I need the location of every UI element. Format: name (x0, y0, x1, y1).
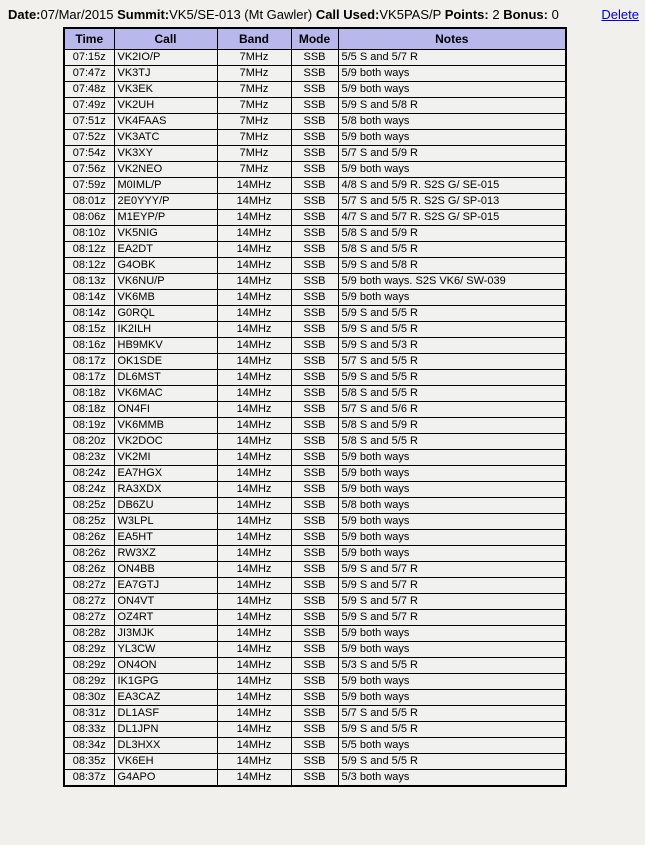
summary-field-label: Points: (444, 7, 493, 22)
column-header-call: Call (114, 28, 217, 50)
notes-cell: 5/8 S and 5/9 R (338, 418, 566, 434)
notes-cell: 5/9 both ways (338, 642, 566, 658)
mode-cell: SSB (291, 370, 338, 386)
mode-cell: SSB (291, 658, 338, 674)
log-table-body (64, 50, 566, 787)
log-table (63, 27, 567, 787)
band-cell: 14MHz (217, 178, 291, 194)
call-cell: HB9MKV (114, 338, 217, 354)
table-row (64, 578, 566, 594)
band-cell: 14MHz (217, 274, 291, 290)
call-cell: DB6ZU (114, 498, 217, 514)
band-cell: 7MHz (217, 50, 291, 66)
table-row (64, 482, 566, 498)
table-row (64, 594, 566, 610)
time-cell: 08:27z (64, 578, 114, 594)
band-cell: 7MHz (217, 162, 291, 178)
table-row (64, 466, 566, 482)
delete-link[interactable]: Delete (601, 7, 639, 22)
time-cell: 08:17z (64, 354, 114, 370)
notes-cell: 5/9 S and 5/5 R (338, 370, 566, 386)
table-row (64, 642, 566, 658)
time-cell: 07:49z (64, 98, 114, 114)
band-cell: 14MHz (217, 210, 291, 226)
notes-cell: 5/9 S and 5/3 R (338, 338, 566, 354)
mode-cell: SSB (291, 306, 338, 322)
band-cell: 14MHz (217, 418, 291, 434)
notes-cell: 5/9 both ways (338, 290, 566, 306)
time-cell: 08:24z (64, 466, 114, 482)
call-cell: VK3XY (114, 146, 217, 162)
mode-cell: SSB (291, 274, 338, 290)
mode-cell: SSB (291, 290, 338, 306)
call-cell: 2E0YYY/P (114, 194, 217, 210)
notes-cell: 5/9 both ways (338, 626, 566, 642)
notes-cell: 5/9 S and 5/5 R (338, 322, 566, 338)
time-cell: 08:12z (64, 258, 114, 274)
table-row (64, 402, 566, 418)
mode-cell: SSB (291, 178, 338, 194)
mode-cell: SSB (291, 258, 338, 274)
call-cell: EA5HT (114, 530, 217, 546)
column-header-notes: Notes (338, 28, 566, 50)
band-cell: 14MHz (217, 194, 291, 210)
table-row (64, 434, 566, 450)
band-cell: 14MHz (217, 546, 291, 562)
mode-cell: SSB (291, 418, 338, 434)
table-header-row (64, 28, 566, 50)
band-cell: 14MHz (217, 626, 291, 642)
mode-cell: SSB (291, 562, 338, 578)
call-cell: VK2IO/P (114, 50, 217, 66)
table-row (64, 530, 566, 546)
mode-cell: SSB (291, 530, 338, 546)
notes-cell: 5/7 S and 5/5 R (338, 354, 566, 370)
time-cell: 07:15z (64, 50, 114, 66)
band-cell: 14MHz (217, 338, 291, 354)
time-cell: 07:52z (64, 130, 114, 146)
table-row (64, 178, 566, 194)
log-summary-bar (0, 0, 645, 23)
call-cell: DL1JPN (114, 722, 217, 738)
mode-cell: SSB (291, 130, 338, 146)
time-cell: 08:18z (64, 402, 114, 418)
time-cell: 08:10z (64, 226, 114, 242)
summary-field-label: Bonus: (503, 7, 552, 22)
band-cell: 14MHz (217, 578, 291, 594)
time-cell: 08:19z (64, 418, 114, 434)
notes-cell: 5/9 both ways (338, 466, 566, 482)
notes-cell: 5/9 both ways (338, 66, 566, 82)
call-cell: M0IML/P (114, 178, 217, 194)
mode-cell: SSB (291, 402, 338, 418)
band-cell: 14MHz (217, 466, 291, 482)
mode-cell: SSB (291, 466, 338, 482)
call-cell: ON4FI (114, 402, 217, 418)
time-cell: 08:25z (64, 514, 114, 530)
notes-cell: 5/8 both ways (338, 114, 566, 130)
table-row (64, 498, 566, 514)
time-cell: 08:33z (64, 722, 114, 738)
mode-cell: SSB (291, 626, 338, 642)
call-cell: VK6MAC (114, 386, 217, 402)
mode-cell: SSB (291, 546, 338, 562)
call-cell: EA3CAZ (114, 690, 217, 706)
band-cell: 7MHz (217, 130, 291, 146)
time-cell: 08:14z (64, 290, 114, 306)
mode-cell: SSB (291, 242, 338, 258)
table-row (64, 386, 566, 402)
notes-cell: 5/9 both ways (338, 530, 566, 546)
call-cell: VK2DOC (114, 434, 217, 450)
time-cell: 08:35z (64, 754, 114, 770)
call-cell: DL6MST (114, 370, 217, 386)
time-cell: 08:18z (64, 386, 114, 402)
table-row (64, 658, 566, 674)
call-cell: G0RQL (114, 306, 217, 322)
table-row (64, 754, 566, 770)
notes-cell: 5/9 S and 5/7 R (338, 594, 566, 610)
call-cell: RW3XZ (114, 546, 217, 562)
notes-cell: 5/9 S and 5/7 R (338, 562, 566, 578)
table-row (64, 66, 566, 82)
notes-cell: 5/5 both ways (338, 738, 566, 754)
notes-cell: 4/7 S and 5/7 R. S2S G/ SP-015 (338, 210, 566, 226)
band-cell: 14MHz (217, 402, 291, 418)
notes-cell: 5/9 both ways (338, 450, 566, 466)
mode-cell: SSB (291, 498, 338, 514)
call-cell: RA3XDX (114, 482, 217, 498)
mode-cell: SSB (291, 98, 338, 114)
notes-cell: 5/9 S and 5/5 R (338, 306, 566, 322)
notes-cell: 5/9 S and 5/5 R (338, 722, 566, 738)
notes-cell: 5/9 S and 5/8 R (338, 258, 566, 274)
mode-cell: SSB (291, 450, 338, 466)
notes-cell: 5/9 S and 5/5 R (338, 754, 566, 770)
mode-cell: SSB (291, 754, 338, 770)
summary-field-value: 07/Mar/2015 (40, 7, 114, 22)
mode-cell: SSB (291, 514, 338, 530)
band-cell: 14MHz (217, 226, 291, 242)
mode-cell: SSB (291, 434, 338, 450)
time-cell: 08:26z (64, 562, 114, 578)
mode-cell: SSB (291, 610, 338, 626)
time-cell: 08:13z (64, 274, 114, 290)
table-row (64, 242, 566, 258)
table-row (64, 258, 566, 274)
table-row (64, 130, 566, 146)
band-cell: 14MHz (217, 386, 291, 402)
band-cell: 14MHz (217, 722, 291, 738)
mode-cell: SSB (291, 162, 338, 178)
band-cell: 14MHz (217, 610, 291, 626)
band-cell: 14MHz (217, 706, 291, 722)
call-cell: EA2DT (114, 242, 217, 258)
call-cell: IK1GPG (114, 674, 217, 690)
call-cell: ON4ON (114, 658, 217, 674)
table-row (64, 210, 566, 226)
time-cell: 08:28z (64, 626, 114, 642)
call-cell: OK1SDE (114, 354, 217, 370)
mode-cell: SSB (291, 770, 338, 787)
log-summary-text (8, 7, 559, 23)
band-cell: 7MHz (217, 82, 291, 98)
mode-cell: SSB (291, 146, 338, 162)
time-cell: 08:25z (64, 498, 114, 514)
time-cell: 08:26z (64, 546, 114, 562)
band-cell: 14MHz (217, 306, 291, 322)
table-row (64, 82, 566, 98)
call-cell: VK6NU/P (114, 274, 217, 290)
time-cell: 08:31z (64, 706, 114, 722)
call-cell: VK5NIG (114, 226, 217, 242)
time-cell: 08:29z (64, 674, 114, 690)
mode-cell: SSB (291, 354, 338, 370)
time-cell: 07:48z (64, 82, 114, 98)
table-row (64, 274, 566, 290)
band-cell: 14MHz (217, 642, 291, 658)
time-cell: 07:51z (64, 114, 114, 130)
table-row (64, 98, 566, 114)
band-cell: 14MHz (217, 322, 291, 338)
mode-cell: SSB (291, 578, 338, 594)
band-cell: 7MHz (217, 114, 291, 130)
table-row (64, 322, 566, 338)
notes-cell: 5/8 both ways (338, 498, 566, 514)
mode-cell: SSB (291, 194, 338, 210)
call-cell: DL1ASF (114, 706, 217, 722)
mode-cell: SSB (291, 114, 338, 130)
band-cell: 14MHz (217, 754, 291, 770)
table-row (64, 626, 566, 642)
notes-cell: 5/5 S and 5/7 R (338, 50, 566, 66)
call-cell: EA7GTJ (114, 578, 217, 594)
call-cell: M1EYP/P (114, 210, 217, 226)
table-row (64, 562, 566, 578)
band-cell: 14MHz (217, 242, 291, 258)
band-cell: 14MHz (217, 674, 291, 690)
mode-cell: SSB (291, 386, 338, 402)
time-cell: 08:23z (64, 450, 114, 466)
time-cell: 08:16z (64, 338, 114, 354)
band-cell: 14MHz (217, 514, 291, 530)
time-cell: 08:12z (64, 242, 114, 258)
band-cell: 14MHz (217, 482, 291, 498)
time-cell: 08:29z (64, 658, 114, 674)
notes-cell: 5/9 S and 5/8 R (338, 98, 566, 114)
call-cell: YL3CW (114, 642, 217, 658)
call-cell: IK2ILH (114, 322, 217, 338)
call-cell: ON4BB (114, 562, 217, 578)
time-cell: 08:15z (64, 322, 114, 338)
band-cell: 14MHz (217, 498, 291, 514)
time-cell: 07:47z (64, 66, 114, 82)
notes-cell: 5/9 both ways (338, 546, 566, 562)
table-row (64, 722, 566, 738)
call-cell: VK2UH (114, 98, 217, 114)
mode-cell: SSB (291, 226, 338, 242)
band-cell: 14MHz (217, 530, 291, 546)
notes-cell: 5/8 S and 5/9 R (338, 226, 566, 242)
table-row (64, 226, 566, 242)
column-header-mode: Mode (291, 28, 338, 50)
band-cell: 14MHz (217, 770, 291, 787)
call-cell: OZ4RT (114, 610, 217, 626)
time-cell: 08:26z (64, 530, 114, 546)
table-row (64, 338, 566, 354)
call-cell: VK3ATC (114, 130, 217, 146)
table-row (64, 114, 566, 130)
table-row (64, 514, 566, 530)
time-cell: 08:01z (64, 194, 114, 210)
table-row (64, 290, 566, 306)
time-cell: 08:30z (64, 690, 114, 706)
summary-field-value: 2 (492, 7, 500, 22)
notes-cell: 5/3 S and 5/5 R (338, 658, 566, 674)
notes-cell: 5/7 S and 5/5 R (338, 706, 566, 722)
band-cell: 14MHz (217, 690, 291, 706)
call-cell: VK4FAAS (114, 114, 217, 130)
band-cell: 14MHz (217, 450, 291, 466)
band-cell: 7MHz (217, 66, 291, 82)
notes-cell: 5/9 both ways (338, 690, 566, 706)
call-cell: VK6MMB (114, 418, 217, 434)
table-row (64, 306, 566, 322)
table-row (64, 370, 566, 386)
notes-cell: 5/8 S and 5/5 R (338, 242, 566, 258)
notes-cell: 5/7 S and 5/9 R (338, 146, 566, 162)
summary-field-value: 0 (551, 7, 559, 22)
mode-cell: SSB (291, 338, 338, 354)
call-cell: VK2MI (114, 450, 217, 466)
summary-field-label: Summit: (117, 7, 170, 22)
time-cell: 07:56z (64, 162, 114, 178)
mode-cell: SSB (291, 738, 338, 754)
summary-field-value: VK5PAS/P (379, 7, 442, 22)
call-cell: VK3TJ (114, 66, 217, 82)
mode-cell: SSB (291, 706, 338, 722)
notes-cell: 5/9 both ways (338, 674, 566, 690)
call-cell: G4APO (114, 770, 217, 787)
table-row (64, 450, 566, 466)
notes-cell: 5/9 both ways (338, 162, 566, 178)
table-row (64, 674, 566, 690)
notes-cell: 5/9 S and 5/7 R (338, 578, 566, 594)
call-cell: VK2NEO (114, 162, 217, 178)
call-cell: JI3MJK (114, 626, 217, 642)
call-cell: W3LPL (114, 514, 217, 530)
notes-cell: 5/7 S and 5/5 R. S2S G/ SP-013 (338, 194, 566, 210)
notes-cell: 5/9 both ways (338, 482, 566, 498)
table-row (64, 354, 566, 370)
call-cell: G4OBK (114, 258, 217, 274)
time-cell: 08:34z (64, 738, 114, 754)
notes-cell: 5/9 S and 5/7 R (338, 610, 566, 626)
notes-cell: 5/9 both ways (338, 514, 566, 530)
table-row (64, 50, 566, 66)
band-cell: 14MHz (217, 594, 291, 610)
notes-cell: 5/8 S and 5/5 R (338, 386, 566, 402)
band-cell: 14MHz (217, 562, 291, 578)
time-cell: 08:06z (64, 210, 114, 226)
call-cell: ON4VT (114, 594, 217, 610)
call-cell: VK3EK (114, 82, 217, 98)
notes-cell: 5/9 both ways (338, 82, 566, 98)
band-cell: 7MHz (217, 146, 291, 162)
table-row (64, 418, 566, 434)
mode-cell: SSB (291, 322, 338, 338)
notes-cell: 5/7 S and 5/6 R (338, 402, 566, 418)
notes-cell: 5/9 both ways. S2S VK6/ SW-039 (338, 274, 566, 290)
mode-cell: SSB (291, 210, 338, 226)
mode-cell: SSB (291, 482, 338, 498)
band-cell: 14MHz (217, 258, 291, 274)
table-row (64, 194, 566, 210)
time-cell: 08:29z (64, 642, 114, 658)
notes-cell: 5/9 both ways (338, 130, 566, 146)
table-row (64, 738, 566, 754)
table-row (64, 690, 566, 706)
time-cell: 08:37z (64, 770, 114, 787)
time-cell: 08:24z (64, 482, 114, 498)
mode-cell: SSB (291, 50, 338, 66)
notes-cell: 4/8 S and 5/9 R. S2S G/ SE-015 (338, 178, 566, 194)
column-header-time: Time (64, 28, 114, 50)
mode-cell: SSB (291, 722, 338, 738)
summary-field-value: VK5/SE-013 (Mt Gawler) (169, 7, 313, 22)
summary-field-label: Call Used: (315, 7, 380, 22)
time-cell: 08:27z (64, 610, 114, 626)
mode-cell: SSB (291, 66, 338, 82)
table-row (64, 162, 566, 178)
time-cell: 08:17z (64, 370, 114, 386)
call-cell: DL3HXX (114, 738, 217, 754)
table-row (64, 610, 566, 626)
band-cell: 7MHz (217, 98, 291, 114)
time-cell: 08:27z (64, 594, 114, 610)
mode-cell: SSB (291, 642, 338, 658)
mode-cell: SSB (291, 594, 338, 610)
mode-cell: SSB (291, 82, 338, 98)
notes-cell: 5/8 S and 5/5 R (338, 434, 566, 450)
mode-cell: SSB (291, 690, 338, 706)
notes-cell: 5/3 both ways (338, 770, 566, 787)
band-cell: 14MHz (217, 434, 291, 450)
band-cell: 14MHz (217, 354, 291, 370)
band-cell: 14MHz (217, 290, 291, 306)
band-cell: 14MHz (217, 370, 291, 386)
table-row (64, 546, 566, 562)
time-cell: 08:14z (64, 306, 114, 322)
time-cell: 07:59z (64, 178, 114, 194)
table-row (64, 146, 566, 162)
mode-cell: SSB (291, 674, 338, 690)
table-row (64, 706, 566, 722)
time-cell: 07:54z (64, 146, 114, 162)
time-cell: 08:20z (64, 434, 114, 450)
band-cell: 14MHz (217, 738, 291, 754)
call-cell: EA7HGX (114, 466, 217, 482)
call-cell: VK6MB (114, 290, 217, 306)
band-cell: 14MHz (217, 658, 291, 674)
column-header-band: Band (217, 28, 291, 50)
table-row (64, 770, 566, 787)
call-cell: VK6EH (114, 754, 217, 770)
summary-field-label: Date: (8, 7, 41, 22)
